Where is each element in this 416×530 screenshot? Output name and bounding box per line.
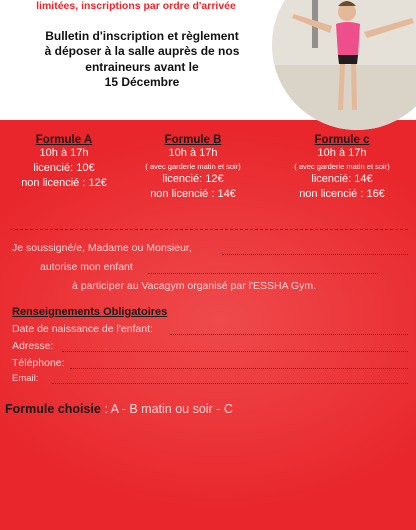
formula-a: [8, 134, 120, 191]
declaration-line-1: Je soussigné/e, Madame ou Monsieur,: [12, 242, 192, 254]
gymnast-photo: [272, 0, 416, 130]
chosen-formula-label: Formule choisie: [5, 402, 101, 416]
formula-hours: 10h à 17h: [317, 147, 367, 159]
formula-hours: 10h à 17h: [39, 147, 89, 159]
phone-label: Téléphone:: [12, 357, 65, 369]
formula-non-licencie: non licencié : 12€: [21, 177, 107, 189]
formula-c: [272, 134, 412, 202]
bulletin-line: Bulletin d'inscription et règlement: [45, 29, 239, 43]
formula-licencie: licencié: 12€: [162, 173, 224, 185]
address-field-line[interactable]: [62, 351, 408, 352]
chosen-formula: [5, 402, 233, 416]
formula-non-licencie: non licencié : 16€: [299, 188, 385, 200]
declaration-line-2: autorise mon enfant: [40, 261, 133, 273]
address-label: Adresse:: [12, 340, 54, 352]
birthdate-label: Date de naissance de l'enfant:: [12, 323, 153, 335]
top-note: limitées, inscriptions par ordre d'arrivée: [36, 0, 236, 12]
bulletin-line: 15 Décembre: [104, 74, 180, 89]
formula-non-licencie: non licencié : 14€: [150, 188, 236, 200]
bulletin-line: à déposer à la salle auprès de nos: [44, 44, 240, 59]
bulletin-text: [12, 29, 272, 90]
formula-title: Formule A: [35, 134, 93, 146]
formula-title: Formule B: [164, 134, 222, 146]
declaration-line-3: à participer au Vacagym organisé par l'ESSHA Gym.: [72, 280, 317, 292]
name-field-line[interactable]: [222, 254, 408, 255]
formula-licencie: licencié: 14€: [311, 173, 373, 185]
chosen-formula-options: : A - B matin ou soir - C: [104, 402, 233, 416]
formula-note: ( avec garderie matin et soir): [294, 162, 390, 171]
phone-field-line[interactable]: [70, 368, 408, 369]
formula-note: ( avec garderie matin et soir): [145, 162, 241, 171]
cut-line: [10, 229, 408, 230]
formula-hours: 10h à 17h: [168, 147, 218, 159]
email-label: Email:: [12, 373, 39, 384]
formula-b: [123, 134, 263, 202]
formula-title: Formule c: [314, 134, 370, 146]
child-name-field-line[interactable]: [148, 273, 378, 274]
formula-licencie: licencié: 10€: [33, 162, 95, 174]
required-info-title: Renseignements Obligatoires: [12, 306, 168, 318]
email-field-line[interactable]: [52, 383, 408, 384]
birthdate-field-line[interactable]: [170, 334, 408, 335]
bulletin-line: entraineurs avant le: [85, 59, 199, 74]
